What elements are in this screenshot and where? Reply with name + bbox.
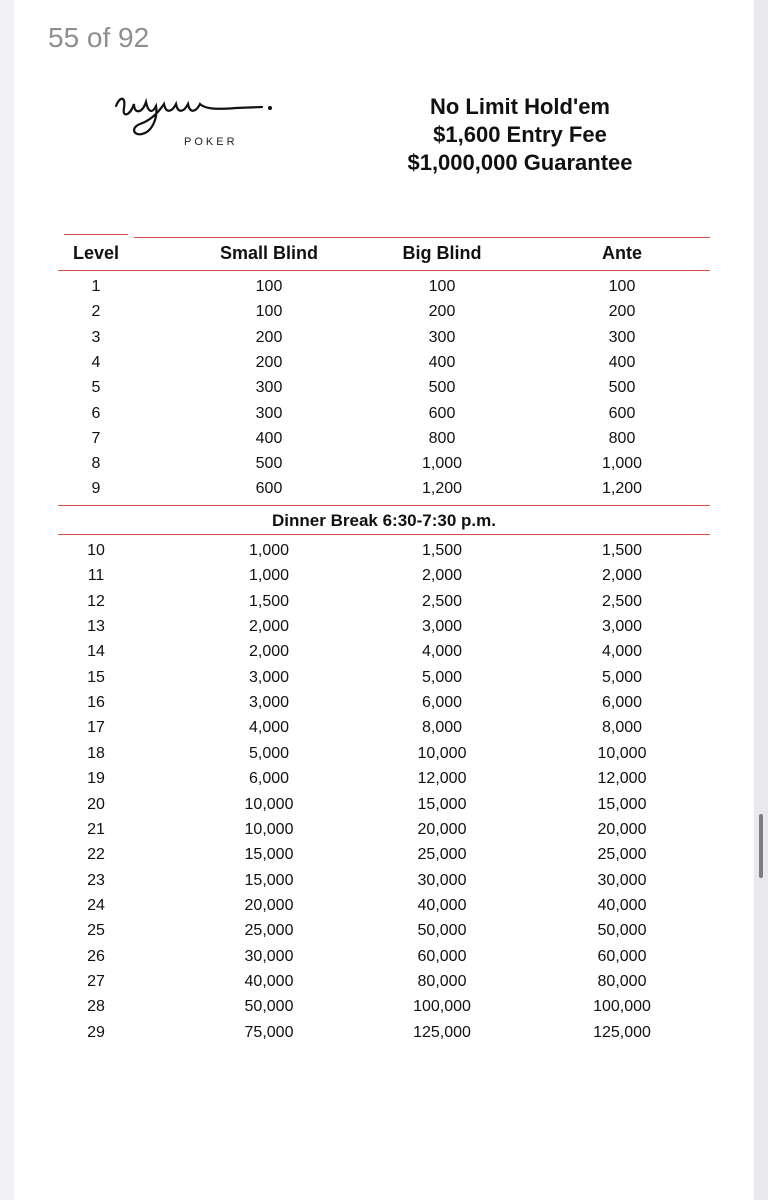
- cell-level: 3: [91, 328, 101, 346]
- cell-level: 29: [87, 1023, 105, 1041]
- cell-big-blind: 2,000: [421, 567, 463, 585]
- cell-level: 9: [91, 480, 101, 498]
- cell-big-blind: 100: [428, 278, 456, 295]
- cell-ante: 400: [608, 353, 636, 371]
- cell-ante: 3,000: [601, 618, 643, 636]
- table-row: [0, 769, 768, 794]
- cell-big-blind: 400: [428, 353, 456, 371]
- cell-level: 14: [87, 643, 105, 661]
- cell-ante: 25,000: [597, 846, 647, 864]
- table-row: [0, 277, 768, 302]
- cell-ante: 60,000: [597, 947, 647, 965]
- table-row: [0, 668, 768, 693]
- header-level: Level: [72, 243, 120, 263]
- cell-small-blind: 75,000: [244, 1023, 294, 1041]
- cell-big-blind: 4,000: [421, 643, 463, 661]
- cell-small-blind: 10,000: [244, 820, 294, 838]
- cell-level: 20: [87, 795, 105, 813]
- rule-top-long: [134, 237, 710, 238]
- table-row: [0, 541, 768, 566]
- cell-level: 15: [87, 668, 105, 686]
- cell-level: 1: [91, 278, 101, 295]
- cell-ante: 12,000: [597, 770, 647, 788]
- table-row: [0, 617, 768, 642]
- table-row: [0, 1023, 768, 1048]
- table-row: [0, 693, 768, 718]
- cell-small-blind: 100: [255, 303, 283, 321]
- table-row: [0, 378, 768, 403]
- cell-small-blind: 5,000: [248, 744, 290, 762]
- cell-ante: 1,500: [601, 542, 643, 559]
- cell-small-blind: 1,000: [248, 567, 290, 585]
- cell-big-blind: 125,000: [413, 1023, 471, 1041]
- table-row: [0, 592, 768, 617]
- cell-small-blind: 400: [255, 429, 283, 447]
- table-row: [0, 845, 768, 870]
- cell-level: 12: [87, 592, 105, 610]
- cell-level: 28: [87, 998, 105, 1016]
- cell-ante: 200: [608, 303, 636, 321]
- wynn-signature-logo-icon: [112, 88, 282, 138]
- rule-below-break: [58, 534, 710, 535]
- cell-big-blind: 80,000: [417, 972, 467, 990]
- cell-small-blind: 30,000: [244, 947, 294, 965]
- cell-small-blind: 1,500: [248, 592, 290, 610]
- table-row: [0, 795, 768, 820]
- cell-small-blind: 2,000: [248, 643, 290, 661]
- cell-level: 21: [87, 820, 105, 838]
- cell-ante: 10,000: [597, 744, 647, 762]
- cell-ante: 500: [608, 379, 636, 397]
- cell-big-blind: 5,000: [421, 668, 463, 686]
- wynn-poker-logo: [112, 88, 282, 160]
- cell-level: 25: [87, 922, 105, 940]
- cell-small-blind: 15,000: [244, 871, 294, 889]
- cell-ante: 1,000: [601, 455, 643, 473]
- cell-small-blind: 3,000: [248, 668, 290, 686]
- cell-level: 19: [87, 770, 105, 788]
- table-row: [0, 566, 768, 591]
- cell-ante: 15,000: [597, 795, 647, 813]
- cell-big-blind: 60,000: [417, 947, 467, 965]
- cell-small-blind: 40,000: [244, 972, 294, 990]
- cell-big-blind: 1,500: [421, 542, 463, 559]
- cell-ante: 300: [608, 328, 636, 346]
- cell-big-blind: 30,000: [417, 871, 467, 889]
- cell-small-blind: 6,000: [248, 770, 290, 788]
- cell-big-blind: 25,000: [417, 846, 467, 864]
- cell-ante: 2,000: [601, 567, 643, 585]
- table-row: [0, 972, 768, 997]
- cell-small-blind: 50,000: [244, 998, 294, 1016]
- cell-level: 23: [87, 871, 105, 889]
- cell-ante: 2,500: [601, 592, 643, 610]
- rule-under-header: [58, 270, 710, 271]
- table-row: [0, 429, 768, 454]
- cell-small-blind: 600: [255, 480, 283, 498]
- rule-above-break: [58, 505, 710, 506]
- cell-level: 10: [87, 542, 105, 559]
- cell-level: 2: [91, 303, 101, 321]
- table-row: [0, 302, 768, 327]
- cell-big-blind: 50,000: [417, 922, 467, 940]
- cell-big-blind: 40,000: [417, 896, 467, 914]
- cell-ante: 4,000: [601, 643, 643, 661]
- cell-ante: 100: [608, 278, 636, 295]
- cell-ante: 40,000: [597, 896, 647, 914]
- cell-level: 7: [91, 429, 101, 447]
- table-row: [0, 997, 768, 1022]
- header-ante: Ante: [602, 243, 642, 263]
- cell-level: 8: [91, 455, 101, 473]
- cell-ante: 30,000: [597, 871, 647, 889]
- table-row: [0, 479, 768, 504]
- cell-ante: 6,000: [601, 694, 643, 712]
- table-row: [0, 871, 768, 896]
- cell-big-blind: 12,000: [417, 770, 467, 788]
- page-counter: 55 of 92: [48, 22, 150, 53]
- cell-small-blind: 20,000: [244, 896, 294, 914]
- cell-small-blind: 100: [255, 278, 283, 295]
- cell-ante: 5,000: [601, 668, 643, 686]
- table-row: [0, 947, 768, 972]
- logo-poker-text: POKER: [184, 136, 238, 148]
- rule-top-short: [64, 234, 128, 235]
- cell-ante: 50,000: [597, 922, 647, 940]
- table-row: [0, 454, 768, 479]
- cell-big-blind: 15,000: [417, 795, 467, 813]
- cell-ante: 20,000: [597, 820, 647, 838]
- header-small-blind: Small Blind: [219, 243, 318, 263]
- table-header-row: [0, 243, 768, 269]
- cell-big-blind: 800: [428, 429, 456, 447]
- cell-ante: 80,000: [597, 972, 647, 990]
- cell-ante: 600: [608, 404, 636, 422]
- event-header: [380, 93, 660, 177]
- cell-small-blind: 200: [255, 353, 283, 371]
- cell-level: 18: [87, 744, 105, 762]
- cell-ante: 800: [608, 429, 636, 447]
- cell-level: 26: [87, 947, 105, 965]
- cell-small-blind: 300: [255, 379, 283, 397]
- cell-small-blind: 15,000: [244, 846, 294, 864]
- cell-big-blind: 100,000: [413, 998, 471, 1016]
- table-row: [0, 718, 768, 743]
- table-row: [0, 353, 768, 378]
- cell-big-blind: 20,000: [417, 820, 467, 838]
- cell-level: 16: [87, 694, 105, 712]
- table-row: [0, 896, 768, 921]
- table-row: [0, 744, 768, 769]
- cell-big-blind: 500: [428, 379, 456, 397]
- cell-big-blind: 200: [428, 303, 456, 321]
- table-row: [0, 921, 768, 946]
- cell-small-blind: 25,000: [244, 922, 294, 940]
- cell-level: 13: [87, 618, 105, 636]
- cell-big-blind: 10,000: [417, 744, 467, 762]
- cell-small-blind: 10,000: [244, 795, 294, 813]
- cell-small-blind: 200: [255, 328, 283, 346]
- cell-big-blind: 300: [428, 328, 456, 346]
- header-big-blind: Big Blind: [402, 243, 482, 263]
- cell-small-blind: 3,000: [248, 694, 290, 712]
- table-row: [0, 820, 768, 845]
- cell-level: 5: [91, 379, 101, 397]
- event-guarantee: $1,000,000 Guarantee: [407, 150, 633, 175]
- dinner-break-label: Dinner Break 6:30-7:30 p.m.: [272, 511, 496, 530]
- cell-small-blind: 4,000: [248, 719, 290, 737]
- table-row: [0, 642, 768, 667]
- cell-big-blind: 3,000: [421, 618, 463, 636]
- cell-big-blind: 600: [428, 404, 456, 422]
- cell-big-blind: 6,000: [421, 694, 463, 712]
- cell-big-blind: 8,000: [421, 719, 463, 737]
- cell-level: 27: [87, 972, 105, 990]
- cell-big-blind: 1,000: [421, 455, 463, 473]
- table-row: [0, 404, 768, 429]
- cell-ante: 125,000: [593, 1023, 651, 1041]
- cell-big-blind: 2,500: [421, 592, 463, 610]
- cell-ante: 1,200: [601, 480, 643, 498]
- cell-level: 6: [91, 404, 101, 422]
- cell-small-blind: 300: [255, 404, 283, 422]
- cell-small-blind: 500: [255, 455, 283, 473]
- cell-level: 17: [87, 719, 105, 737]
- cell-ante: 8,000: [601, 719, 643, 737]
- cell-level: 22: [87, 846, 105, 864]
- table-row: [0, 328, 768, 353]
- cell-ante: 100,000: [593, 998, 651, 1016]
- event-entry-fee: $1,600 Entry Fee: [433, 122, 607, 147]
- cell-level: 11: [87, 567, 105, 585]
- cell-big-blind: 1,200: [421, 480, 463, 498]
- event-game-title: No Limit Hold'em: [429, 94, 610, 119]
- cell-level: 24: [87, 896, 105, 914]
- cell-small-blind: 1,000: [248, 542, 290, 559]
- cell-small-blind: 2,000: [248, 618, 290, 636]
- cell-level: 4: [91, 353, 101, 371]
